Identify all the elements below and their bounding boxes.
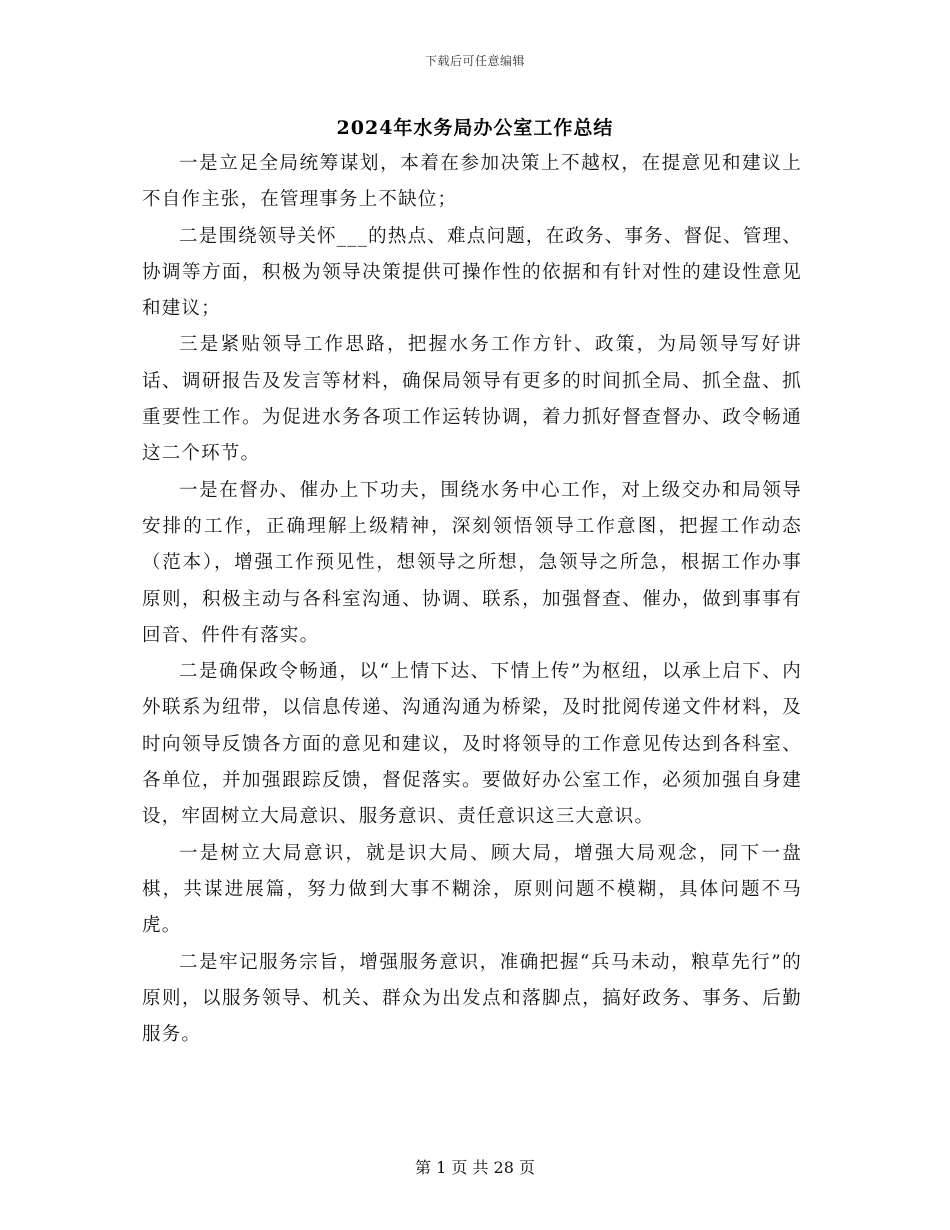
paragraph: 二是牢记服务宗旨，增强服务意识，准确把握“兵马未动，粮草先行”的原则，以服务领导、机关、群众为出发点和落脚点，搞好政务、事务、后勤服务。 <box>142 951 802 1046</box>
paragraph: 二是围绕领导关怀___的热点、难点问题，在政务、事务、督促、管理、协调等方面，积极为领导决策提供可操作性的依据和有针对性的建设性意见和建议； <box>142 225 802 320</box>
paragraph: 一是在督办、催办上下功夫，围绕水务中心工作，对上级交办和局领导安排的工作，正确理解上级精神，深刻领悟领导工作意图，把握工作动态（范本），增强工作预见性，想领导之所想，急领导之所急，根据工作办事原则，积极主动与各科室沟通、协调、联系，加强督查、催办，做到事事有回音、件件有落实。 <box>142 479 802 646</box>
paragraph: 一是立足全局统筹谋划，本着在参加决策上不越权，在提意见和建议上不自作主张，在管理事务上不缺位； <box>142 153 802 211</box>
paragraph: 一是树立大局意识，就是识大局、顾大局，增强大局观念，同下一盘棋，共谋进展篇，努力做到大事不糊涂，原则问题不模糊，具体问题不马虎。 <box>142 842 802 937</box>
document-body <box>142 146 802 1053</box>
page-number: 第 1 页 共 28 页 <box>415 1158 535 1177</box>
document-title: 2024年水务局办公室工作总结 <box>336 117 614 139</box>
header-note: 下载后可任意编辑 <box>424 54 525 68</box>
paragraph: 二是确保政令畅通，以“上情下达、下情上传”为枢纽，以承上启下、内外联系为纽带，以信息传递、沟通沟通为桥梁，及时批阅传递文件材料，及时向领导反馈各方面的意见和建议，及时将领导的工作意见传达到各科室、各单位，并加强跟踪反馈，督促落实。要做好办公室工作，必须加强自身建设，牢固树立大局意识、服务意识、责任意识这三大意识。 <box>142 661 802 828</box>
paragraph: 三是紧贴领导工作思路，把握水务工作方针、政策，为局领导写好讲话、调研报告及发言等材料，确保局领导有更多的时间抓全局、抓全盘、抓重要性工作。为促进水务各项工作运转协调，着力抓好督查督办、政令畅通这二个环节。 <box>142 334 802 465</box>
